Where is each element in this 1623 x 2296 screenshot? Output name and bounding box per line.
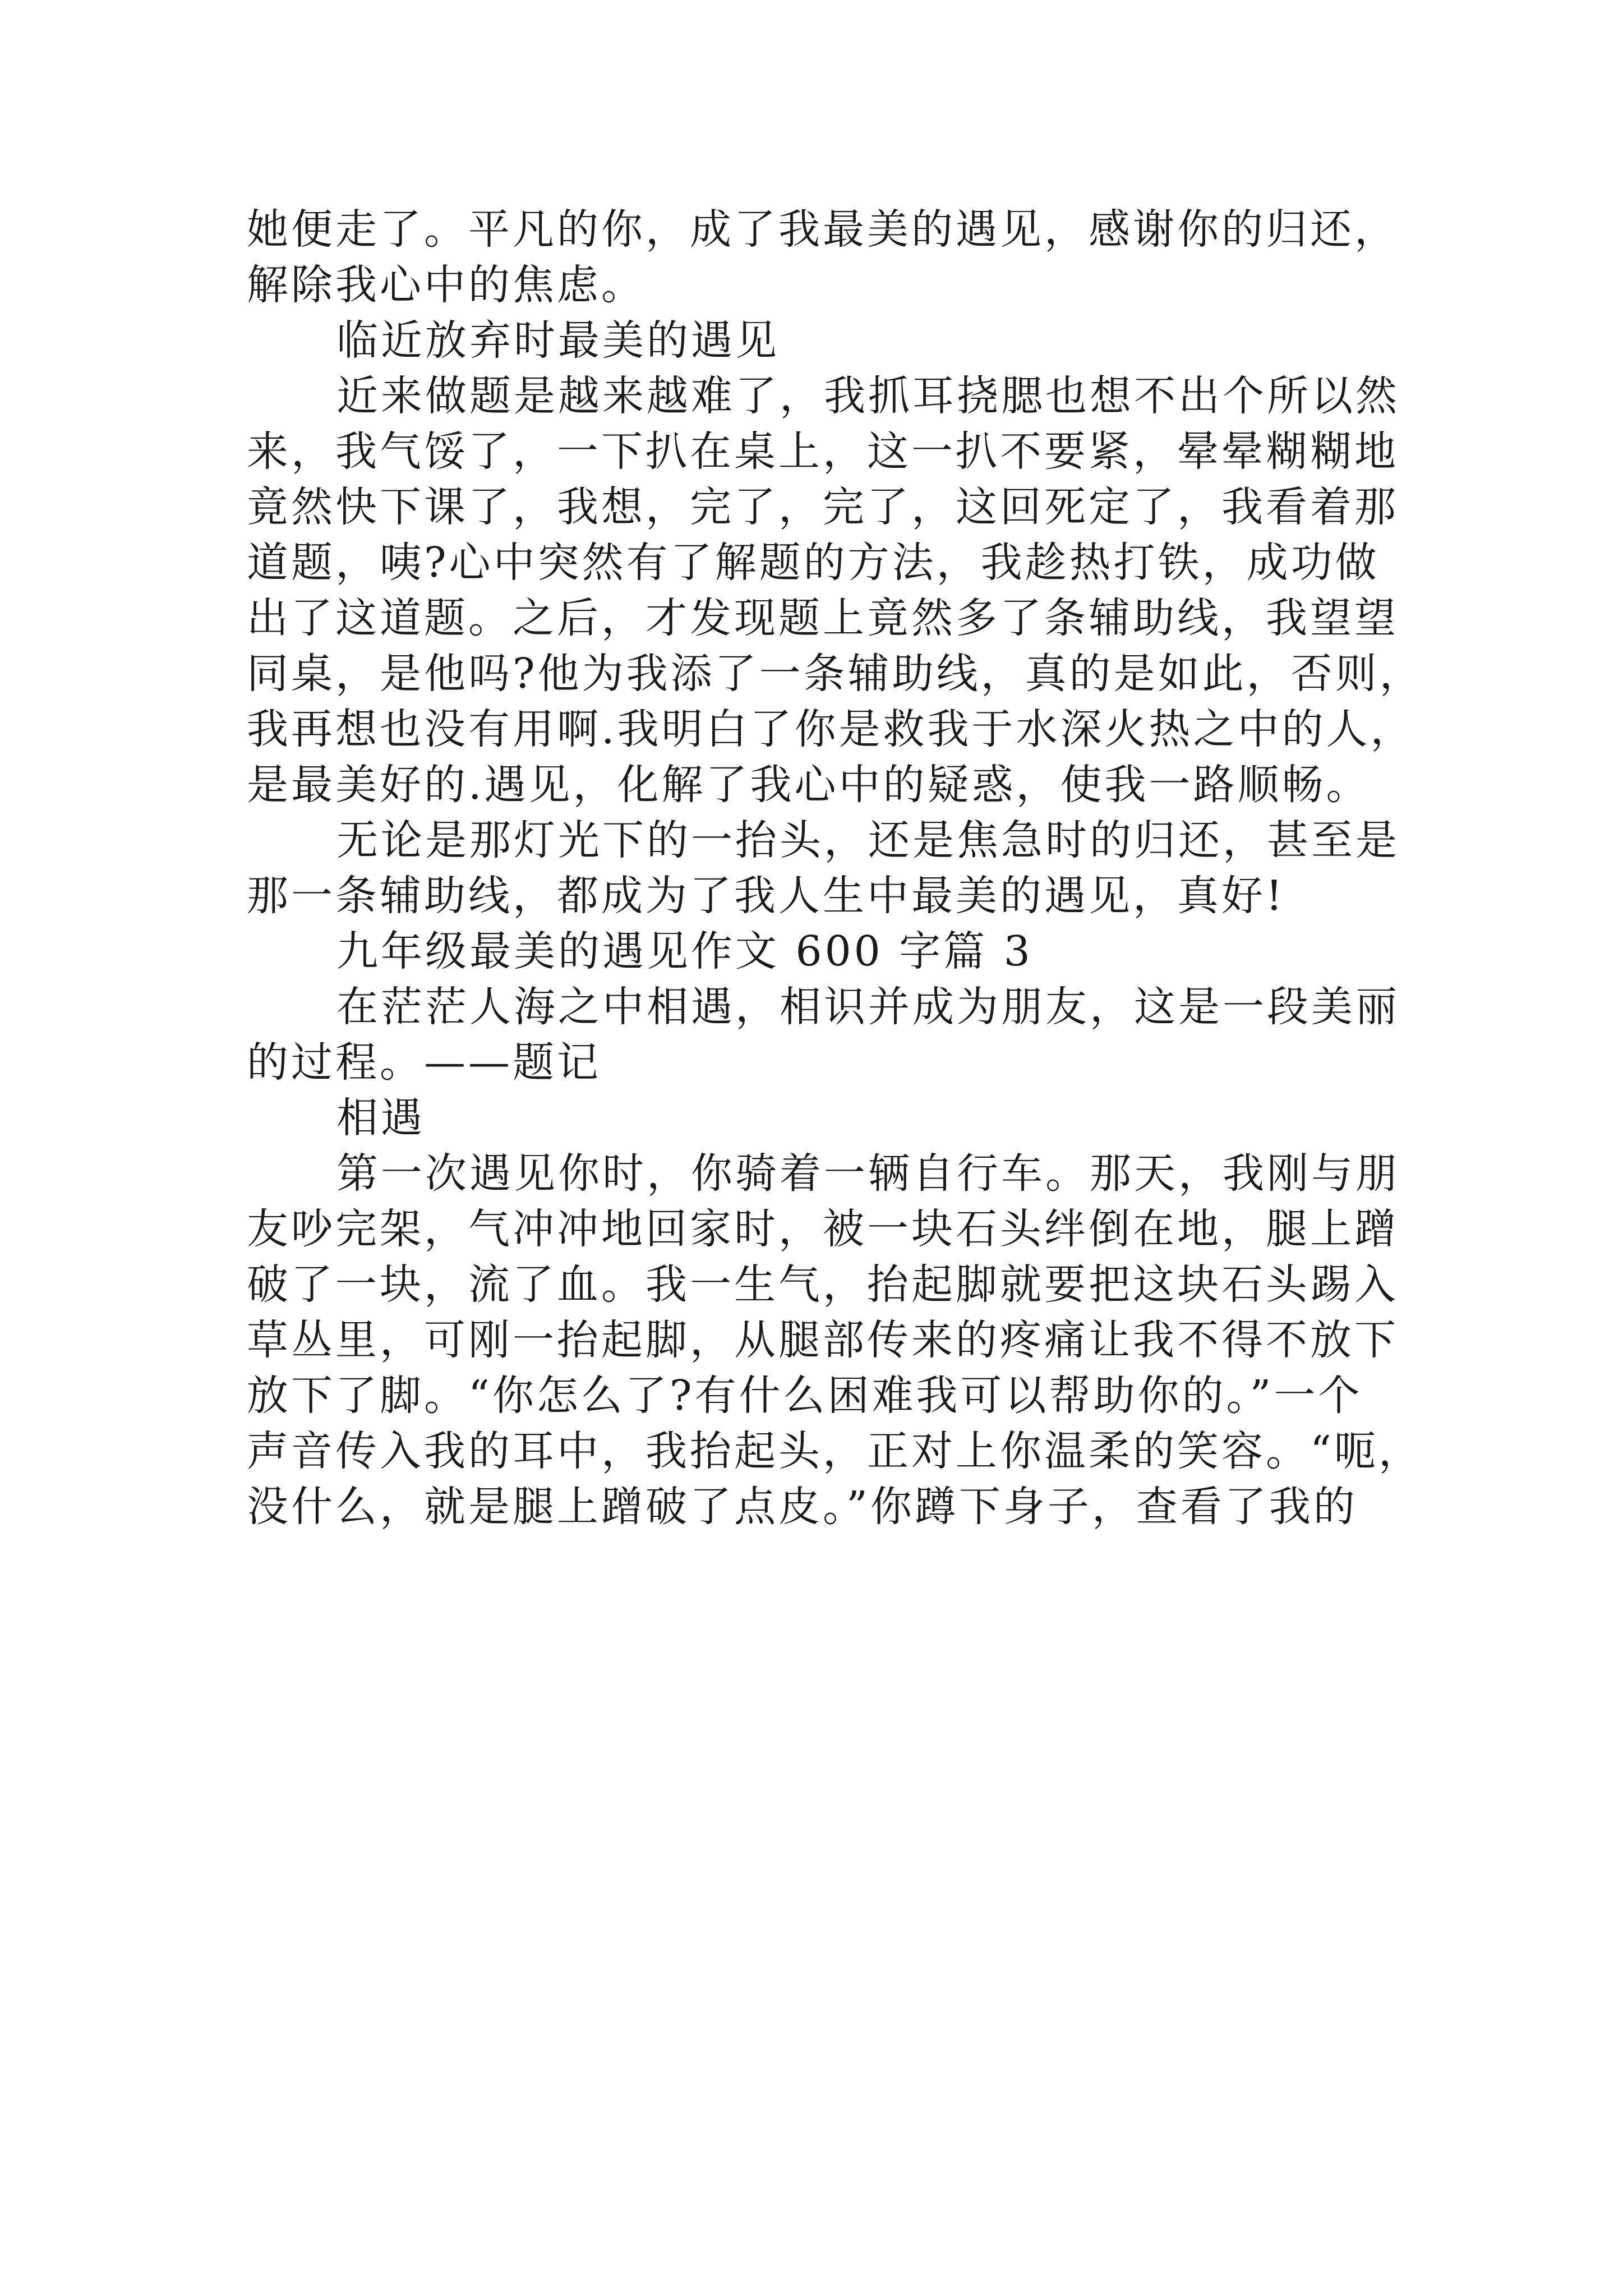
text-line: 声音传入我的耳中，我抬起头，正对上你温柔的笑容。“呃， xyxy=(247,1427,1423,1475)
section-heading: 临近放弃时最美的遇见 xyxy=(336,316,780,365)
paragraph-start-line: 近来做题是越来越难了，我抓耳挠腮也想不出个所以然 xyxy=(336,372,1400,420)
paragraph-start-line: 在茫茫人海之中相遇，相识并成为朋友，这是一段美丽 xyxy=(336,983,1400,1031)
section-heading: 相遇 xyxy=(336,1094,425,1142)
document-body xyxy=(247,202,1424,1535)
text-line: 出了这道题。之后，才发现题上竟然多了条辅助线，我望望 xyxy=(247,594,1399,642)
text-line: 我再想也没有用啊.我明白了你是救我于水深火热之中的人， xyxy=(247,705,1415,753)
text-line: 竟然快下课了，我想，完了，完了，这回死定了，我看着那 xyxy=(247,483,1399,531)
text-line: 的过程。——题记 xyxy=(247,1038,601,1087)
text-line: 破了一块，流了血。我一生气，抬起脚就要把这块石头踢入 xyxy=(247,1260,1399,1309)
text-line: 放下了脚。“你怎么了?有什么困难我可以帮助你的。”一个 xyxy=(247,1372,1363,1420)
text-line: 草丛里，可刚一抬起脚，从腿部传来的疼痛让我不得不放下 xyxy=(247,1316,1399,1364)
text-line: 那一条辅助线，都成为了我人生中最美的遇见，真好! xyxy=(247,872,1285,920)
paragraph-start-line: 第一次遇见你时，你骑着一辆自行车。那天，我刚与朋 xyxy=(336,1149,1400,1198)
text-line: 是最美好的.遇见，化解了我心中的疑惑，使我一路顺畅。 xyxy=(247,761,1371,809)
text-line: 没什么，就是腿上蹭破了点皮。”你蹲下身子，查看了我的 xyxy=(247,1483,1358,1531)
text-line: 来，我气馁了，一下扒在桌上，这一扒不要紧，晕晕糊糊地 xyxy=(247,427,1399,476)
text-line: 她便走了。平凡的你，成了我最美的遇见，感谢你的归还， xyxy=(247,205,1399,254)
paragraph-start-line: 无论是那灯光下的一抬头，还是焦急时的归还，甚至是 xyxy=(336,816,1400,864)
text-line: 解除我心中的焦虑。 xyxy=(247,261,645,309)
text-line: 道题，咦?心中突然有了解题的方法，我趁热打铁，成功做 xyxy=(247,539,1380,587)
text-line: 同桌，是他吗?他为我添了一条辅助线，真的是如此，否则， xyxy=(247,650,1424,698)
text-line: 友吵完架，气冲冲地回家时，被一块石头绊倒在地，腿上蹭 xyxy=(247,1205,1399,1253)
essay-title: 九年级最美的遇见作文 600 字篇 3 xyxy=(336,927,1033,976)
